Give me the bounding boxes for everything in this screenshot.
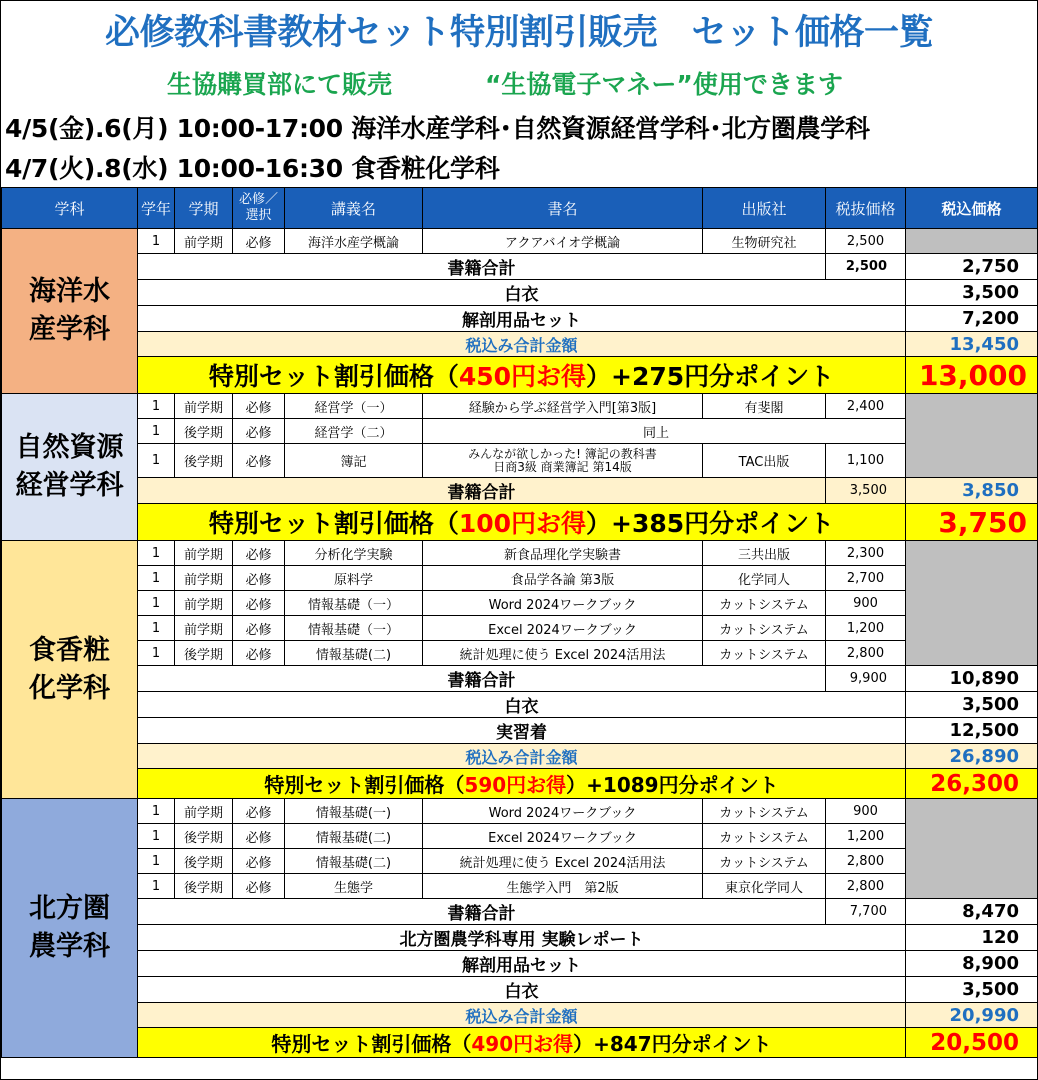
dept-label-hoppo: 北方圏農学科 — [2, 799, 138, 1058]
extra-value: 8,900 — [906, 951, 1038, 977]
tax-total-value: 20,990 — [906, 1003, 1038, 1028]
table-row — [2, 541, 1038, 566]
cell-grade: 1 — [138, 566, 175, 591]
header-department: 学科 — [2, 188, 138, 229]
header-row — [2, 188, 1038, 229]
tax-total-row — [2, 744, 1038, 769]
cell-pretax: 2,500 — [826, 229, 906, 254]
special-price-row — [2, 357, 1038, 394]
cell-pretax: 1,200 — [826, 824, 906, 849]
book-total-pretax: 9,900 — [826, 666, 906, 692]
cell-term: 前学期 — [175, 394, 233, 419]
cell-publisher: カットシステム — [703, 799, 826, 824]
cell-required: 必修 — [233, 874, 285, 899]
cell-publisher: TAC出版 — [703, 444, 826, 478]
tax-total-row — [2, 332, 1038, 357]
table-row — [2, 419, 1038, 444]
cell-book: 経験から学ぶ経営学入門[第3版] — [423, 394, 703, 419]
header-term: 学期 — [175, 188, 233, 229]
extra-label: 北方圏農学科専用 実験レポート — [138, 925, 906, 951]
cell-publisher: カットシステム — [703, 616, 826, 641]
cell-publisher: 有斐閣 — [703, 394, 826, 419]
special-price-label: 特別セット割引価格（490円お得）+847円分ポイント — [138, 1028, 906, 1058]
cell-book: みんなが欲しかった! 簿記の教科書 日商3級 商業簿記 第14版 — [423, 444, 703, 478]
cell-term: 前学期 — [175, 541, 233, 566]
cell-course: 情報基礎(二) — [285, 824, 423, 849]
cell-course: 経営学（二） — [285, 419, 423, 444]
cell-pretax: 1,100 — [826, 444, 906, 478]
book-total-row — [2, 254, 1038, 280]
cell-course: 海洋水産学概論 — [285, 229, 423, 254]
price-table — [1, 187, 1038, 1058]
book-total-value: 3,850 — [906, 478, 1038, 504]
cell-pretax: 2,700 — [826, 566, 906, 591]
header-course: 講義名 — [285, 188, 423, 229]
cell-course: 簿記 — [285, 444, 423, 478]
extra-value: 3,500 — [906, 692, 1038, 718]
cell-grade: 1 — [138, 799, 175, 824]
e-money-note: “生協電子マネー”使用できます — [485, 70, 843, 99]
table-row — [2, 394, 1038, 419]
table-row — [2, 849, 1038, 874]
cell-pretax: 2,400 — [826, 394, 906, 419]
extra-value: 3,500 — [906, 977, 1038, 1003]
cell-course: 情報基礎(二) — [285, 849, 423, 874]
book-total-row — [2, 899, 1038, 925]
cell-term: 前学期 — [175, 229, 233, 254]
cell-required: 必修 — [233, 616, 285, 641]
cell-pretax: 900 — [826, 591, 906, 616]
header-pretax: 税抜価格 — [826, 188, 906, 229]
cell-book: Excel 2024ワークブック — [423, 616, 703, 641]
cell-course: 経営学（一） — [285, 394, 423, 419]
cell-course: 分析化学実験 — [285, 541, 423, 566]
cell-required: 必修 — [233, 849, 285, 874]
book-total-value: 10,890 — [906, 666, 1038, 692]
table-row — [2, 641, 1038, 666]
book-total-label: 書籍合計 — [138, 899, 826, 925]
cell-publisher: 化学同人 — [703, 566, 826, 591]
tax-total-row — [2, 1003, 1038, 1028]
dept-label-shoku: 食香粧化学科 — [2, 541, 138, 799]
dept-label-shizen: 自然資源経営学科 — [2, 394, 138, 541]
cell-book: 統計処理に使う Excel 2024活用法 — [423, 641, 703, 666]
cell-pretax: 2,800 — [826, 874, 906, 899]
extra-label: 白衣 — [138, 977, 906, 1003]
table-row — [2, 616, 1038, 641]
cell-pretax: 1,200 — [826, 616, 906, 641]
cell-pretax: 900 — [826, 799, 906, 824]
dept-label-kaiyo: 海洋水産学科 — [2, 229, 138, 394]
cell-required: 必修 — [233, 591, 285, 616]
schedule-line-2: 4/7(火).8(水) 10:00-16:30 食香粧化学科 — [5, 154, 500, 183]
cell-publisher: カットシステム — [703, 849, 826, 874]
cell-grade: 1 — [138, 824, 175, 849]
extra-label: 解剖用品セット — [138, 306, 906, 332]
extra-value: 7,200 — [906, 306, 1038, 332]
table-row — [2, 566, 1038, 591]
page-title: 必修教科書教材セット特別割引販売 セット価格一覧 — [104, 13, 933, 53]
cell-publisher: 東京化学同人 — [703, 874, 826, 899]
book-total-label: 書籍合計 — [138, 478, 826, 504]
special-price-label: 特別セット割引価格（100円お得）+385円分ポイント — [138, 504, 906, 541]
cell-required: 必修 — [233, 799, 285, 824]
cell-book: Excel 2024ワークブック — [423, 824, 703, 849]
cell-empty — [906, 229, 1038, 254]
cell-term: 後学期 — [175, 444, 233, 478]
header-required: 必修／選択 — [233, 188, 285, 229]
book-total-pretax: 3,500 — [826, 478, 906, 504]
extra-label: 白衣 — [138, 692, 906, 718]
cell-grade: 1 — [138, 419, 175, 444]
cell-book: Word 2024ワークブック — [423, 799, 703, 824]
book-total-row — [2, 666, 1038, 692]
cell-book-same: 同上 — [423, 419, 906, 444]
cell-course: 情報基礎（一） — [285, 616, 423, 641]
cell-pretax: 2,800 — [826, 641, 906, 666]
cell-term: 後学期 — [175, 419, 233, 444]
table-row — [2, 444, 1038, 478]
cell-grade: 1 — [138, 444, 175, 478]
extra-value: 3,500 — [906, 280, 1038, 306]
cell-publisher: カットシステム — [703, 641, 826, 666]
special-price-row — [2, 504, 1038, 541]
cell-term: 後学期 — [175, 874, 233, 899]
extra-value: 120 — [906, 925, 1038, 951]
cell-required: 必修 — [233, 419, 285, 444]
book-total-label: 書籍合計 — [138, 666, 826, 692]
cell-book: 新食品理化学実験書 — [423, 541, 703, 566]
cell-grade: 1 — [138, 849, 175, 874]
sales-location: 生協購買部にて販売 — [167, 70, 393, 99]
extra-row — [2, 306, 1038, 332]
extra-label: 実習着 — [138, 718, 906, 744]
tax-total-label: 税込み合計金額 — [138, 332, 906, 357]
cell-term: 後学期 — [175, 824, 233, 849]
cell-grade: 1 — [138, 616, 175, 641]
cell-term: 前学期 — [175, 616, 233, 641]
cell-term: 前学期 — [175, 566, 233, 591]
cell-course: 生態学 — [285, 874, 423, 899]
cell-empty — [906, 394, 1038, 478]
special-price-value: 3,750 — [906, 504, 1038, 541]
book-total-value: 8,470 — [906, 899, 1038, 925]
table-row — [2, 591, 1038, 616]
cell-course: 情報基礎（一） — [285, 591, 423, 616]
special-price-row — [2, 1028, 1038, 1058]
tax-total-value: 26,890 — [906, 744, 1038, 769]
cell-required: 必修 — [233, 444, 285, 478]
tax-total-label: 税込み合計金額 — [138, 744, 906, 769]
extra-row — [2, 951, 1038, 977]
cell-required: 必修 — [233, 566, 285, 591]
extra-label: 白衣 — [138, 280, 906, 306]
cell-grade: 1 — [138, 591, 175, 616]
table-row — [2, 874, 1038, 899]
cell-course: 原料学 — [285, 566, 423, 591]
cell-publisher: カットシステム — [703, 591, 826, 616]
book-total-value: 2,750 — [906, 254, 1038, 280]
tax-total-label: 税込み合計金額 — [138, 1003, 906, 1028]
special-price-label: 特別セット割引価格（590円お得）+1089円分ポイント — [138, 769, 906, 799]
special-price-value: 26,300 — [906, 769, 1038, 799]
cell-required: 必修 — [233, 641, 285, 666]
special-price-value: 20,500 — [906, 1028, 1038, 1058]
cell-book: 食品学各論 第3版 — [423, 566, 703, 591]
book-total-row — [2, 478, 1038, 504]
cell-grade: 1 — [138, 874, 175, 899]
special-price-value: 13,000 — [906, 357, 1038, 394]
table-row — [2, 229, 1038, 254]
cell-required: 必修 — [233, 824, 285, 849]
header-taxin: 税込価格 — [906, 188, 1038, 229]
cell-book: 統計処理に使う Excel 2024活用法 — [423, 849, 703, 874]
book-total-label: 書籍合計 — [138, 254, 826, 280]
extra-row — [2, 718, 1038, 744]
header-publisher: 出版社 — [703, 188, 826, 229]
cell-course: 情報基礎(二) — [285, 641, 423, 666]
cell-publisher: カットシステム — [703, 824, 826, 849]
cell-book: 生態学入門 第2版 — [423, 874, 703, 899]
extra-row — [2, 977, 1038, 1003]
cell-pretax: 2,300 — [826, 541, 906, 566]
extra-value: 12,500 — [906, 718, 1038, 744]
table-row — [2, 824, 1038, 849]
header-grade: 学年 — [138, 188, 175, 229]
tax-total-value: 13,450 — [906, 332, 1038, 357]
cell-book: Word 2024ワークブック — [423, 591, 703, 616]
cell-empty — [906, 541, 1038, 666]
cell-required: 必修 — [233, 394, 285, 419]
cell-course: 情報基礎(一) — [285, 799, 423, 824]
special-price-row — [2, 769, 1038, 799]
cell-book: アクアバイオ学概論 — [423, 229, 703, 254]
special-price-label: 特別セット割引価格（450円お得）+275円分ポイント — [138, 357, 906, 394]
schedule-line-1: 4/5(金).6(月) 10:00-17:00 海洋水産学科･自然資源経営学科･北方圏農学科 — [5, 114, 870, 143]
extra-row — [2, 280, 1038, 306]
cell-grade: 1 — [138, 229, 175, 254]
book-total-pretax: 2,500 — [826, 254, 906, 280]
cell-required: 必修 — [233, 229, 285, 254]
cell-grade: 1 — [138, 394, 175, 419]
cell-required: 必修 — [233, 541, 285, 566]
cell-publisher: 生物研究社 — [703, 229, 826, 254]
cell-term: 前学期 — [175, 799, 233, 824]
cell-empty — [906, 799, 1038, 899]
cell-term: 後学期 — [175, 641, 233, 666]
cell-term: 前学期 — [175, 591, 233, 616]
extra-row — [2, 692, 1038, 718]
table-row — [2, 799, 1038, 824]
extra-label: 解剖用品セット — [138, 951, 906, 977]
cell-grade: 1 — [138, 641, 175, 666]
cell-term: 後学期 — [175, 849, 233, 874]
book-total-pretax: 7,700 — [826, 899, 906, 925]
cell-publisher: 三共出版 — [703, 541, 826, 566]
cell-pretax: 2,800 — [826, 849, 906, 874]
header-book: 書名 — [423, 188, 703, 229]
cell-grade: 1 — [138, 541, 175, 566]
extra-row — [2, 925, 1038, 951]
